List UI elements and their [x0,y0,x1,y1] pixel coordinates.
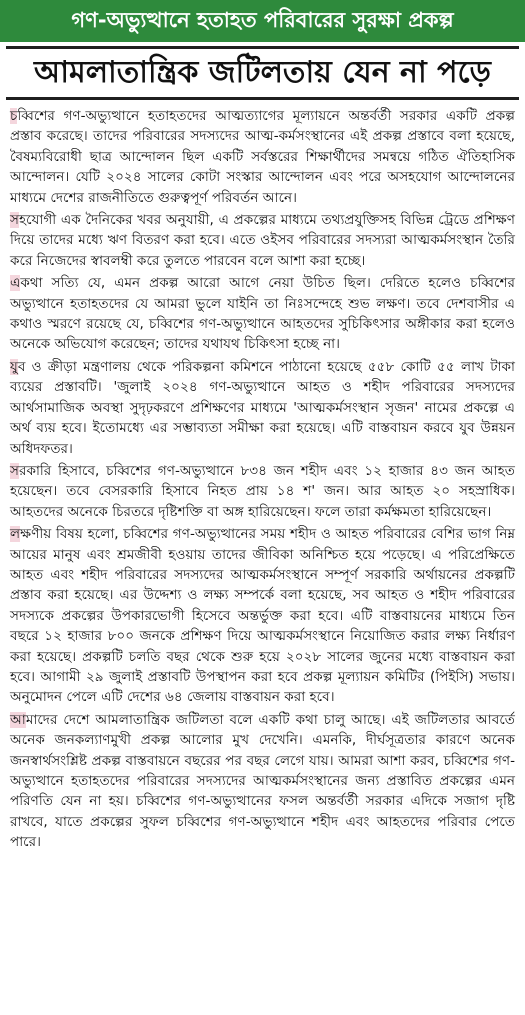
article-body [0,102,525,853]
subheadline-box [6,46,519,100]
paragraph-7 [10,710,515,853]
paragraph-2-text: হযোগী এক দৈনিকের খবর অনুযায়ী, এ প্রকল্পের মাধ্যমে তথ্যপ্রযুক্তিসহ বিভিন্ন ট্রেডে প্রশিক্ষণ দিয়ে তাদের মধ্যে ঋণ বিতরণ করা হবে। এতে ওইসব পরিবারের সদস্যরা আত্মকর্মসংস্থান তৈরি করে নিজেদের স্বাবলম্বী করে তুলতে পারবেন বলে আশা করা হচ্ছে। [10,212,515,269]
paragraph-1 [10,106,515,208]
paragraph-2-lead: স [10,212,19,229]
paragraph-4-lead: যু [10,358,18,375]
headline-banner [0,0,525,42]
paragraph-6-lead: ল [10,526,21,543]
paragraph-5 [10,461,515,522]
paragraph-7-text: মাদের দেশে আমলাতান্ত্রিক জটিলতা বলে একটি কথা চালু আছে। এই জটিলতার আবর্তে অনেক জনকল্যাণমুখী প্রকল্প আলোর মুখ দেখেনি। এমনকি, দীর্ঘসূত্রতার কারণে অনেক জনস্বার্থসংশ্লিষ্ট প্রকল্প বাস্তবায়নে বছরের পর বছর লেগে যায়। আমরা আশা করব, চব্বিশের গণ-অভ্যুত্থানে হতাহতদের পরিবারের সদস্যদের আত্মকর্মসংস্থানের জন্য প্রস্তাবিত প্রকল্পের এমন পরিণতি যেন না হয়। চব্বিশের গণ-অভ্যুত্থানের ফসল অন্তর্বর্তী সরকার এদিকে সজাগ দৃষ্টি রাখবে, যাতে প্রকল্পের সুফল চব্বিশের গণ-অভ্যুত্থানে শহীদ এবং আহতদের পরিবার পেতে পারে। [10,711,515,851]
paragraph-7-lead: আ [10,711,26,728]
paragraph-1-lead: চ [10,108,18,124]
paragraph-6 [10,524,515,708]
headline: গণ-অভ্যুত্থানে হতাহত পরিবারের সুরক্ষা প্রকল্প [71,7,454,32]
paragraph-3-lead: এ [10,275,21,292]
paragraph-3-text: কথা সত্যি যে, এমন প্রকল্প আরো আগে নেয়া উচিত ছিল। দেরিতে হলেও চব্বিশের অভ্যুত্থানে হতাহতদের যে আমরা ভুলে যাইনি তা নিঃসন্দেহে শুভ লক্ষণ। তবে দেশবাসীর এ কথাও স্মরণে রয়েছে যে, চব্বিশের গণ-অভ্যুত্থানে আহতদের সুচিকিৎসার অঙ্গীকার করা হলেও অনেকে অভিযোগ করেছেন; তাদের যথাযথ চিকিৎসা হচ্ছে না। [10,275,515,353]
paragraph-4 [10,357,515,459]
subheadline: আমলাতান্ত্রিক জটিলতায় যেন না পড়ে [34,54,491,90]
paragraph-1-text: ব্বিশের গণ-অভ্যুত্থানে হতাহতদের আত্মত্যাগের মূল্যায়নে অন্তর্বর্তী সরকার একটি প্রকল্প প্রস্তাব করেছে। তাদের পরিবারের সদস্যদের আত্ম-কর্মসংস্থানের এই প্রকল্প প্রস্তাবে বলা হয়েছে, বৈষম্যবিরোধী ছাত্র আন্দোলন ছিল একটি সর্বস্তরের শিক্ষার্থীদের সমন্বয়ে গঠিত ঐতিহাসিক আন্দোলন। যেটি ২০২৪ সালের কোটা সংস্কার আন্দোলন এবং পরে অসহযোগ আন্দোলনের মাধ্যমে দেশের রাজনীতিতে গুরুত্বপূর্ণ পরিবর্তন আনে। [10,108,515,206]
paragraph-4-text: ব ও ক্রীড়া মন্ত্রণালয় থেকে পরিকল্পনা কমিশনে পাঠানো হয়েছে ৫৫৮ কোটি ৫৫ লাখ টাকা ব্যয়ের প্রস্তাবটি। 'জুলাই ২০২৪ গণ-অভ্যুত্থানে আহত ও শহীদ পরিবারের সদস্যদের আর্থসামাজিক অবস্থা সুদৃঢ়করণে প্রশিক্ষণের মাধ্যমে 'আত্মকর্মসংস্থান সৃজন' নামের প্রকল্পে এ অর্থ ব্যয় হবে। ইতোমধ্যে এর সম্ভাব্যতা সমীক্ষা করা হয়েছে। এটি বাস্তবায়ন করবে যুব উন্নয়ন অধিদফতর। [10,358,515,457]
paragraph-2 [10,210,515,271]
paragraph-5-lead: স [10,462,19,479]
paragraph-5-text: রকারি হিসাবে, চব্বিশের গণ-অভ্যুত্থানে ৮৩৪ জন শহীদ এবং ১২ হাজার ৪৩ জন আহত হয়েছেন। তবে বেসরকারি হিসাবে নিহত প্রায় ১৪ শ' জন। আর আহত ২০ সহস্রাধিক। আহতদের অনেকে চিরতরে দৃষ্টিশক্তি বা অঙ্গ হারিয়েছেন। ফলে তারা কর্মক্ষমতা হারিয়েছেন। [10,462,515,520]
paragraph-3 [10,273,515,355]
paragraph-6-text: ক্ষণীয় বিষয় হলো, চব্বিশের গণ-অভ্যুত্থানের সময় শহীদ ও আহত পরিবারের বেশির ভাগ নিম্ন আয়ের মানুষ এবং শ্রমজীবী হওয়ায় তাদের জীবিকা অনিশ্চিত হয়ে পড়েছে। এ পরিপ্রেক্ষিতে আহত এবং শহীদ পরিবারের সদস্যদের আত্মকর্মসংস্থানে সম্পূর্ণ সরকারি অর্থায়নের প্রকল্পটি প্রস্তাব করা হয়েছে। এর উদ্দেশ্য ও লক্ষ্য সম্পর্কে বলা হয়েছে, সব আহত ও শহীদ পরিবারের সদস্যকে প্রকল্পের উপকারভোগী হিসেবে অন্তর্ভুক্ত করা হবে। এটি বাস্তবায়নের মাধ্যমে তিন বছরে ১২ হাজার ৮০০ জনকে প্রশিক্ষণ দিয়ে আত্মকর্মসংস্থানে নিয়োজিত করার লক্ষ্য নির্ধারণ করা হয়েছে। প্রকল্পটি চলতি বছর থেকে শুরু হয়ে ২০২৮ সালের জুনের মধ্যে বাস্তবায়ন করা হবে। আগামী ২৯ জুলাই প্রস্তাবটি উপস্থাপন করা হবে প্রকল্প মূল্যায়ন কমিটির (পিইসি) সভায়। অনুমোদন পেলে এটি দেশের ৬৪ জেলায় বাস্তবায়ন করা হবে। [10,526,515,706]
